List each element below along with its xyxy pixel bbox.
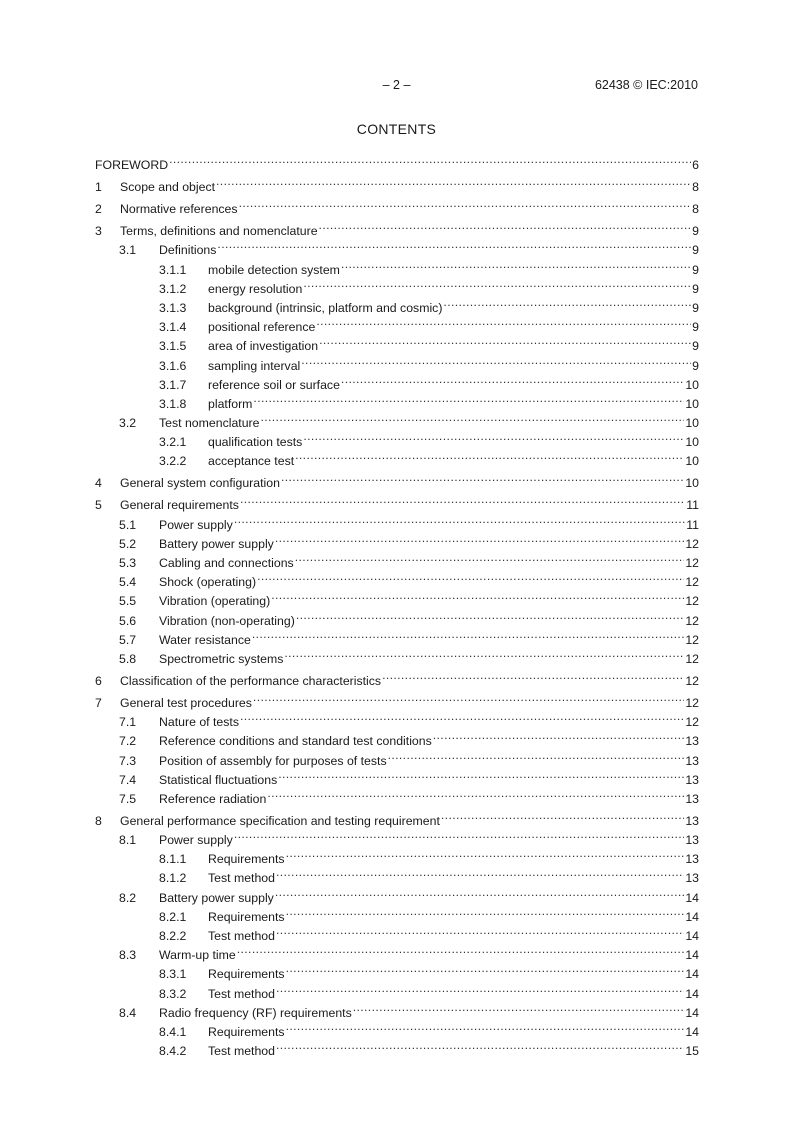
toc-entry-number: 3.2.1 [159, 435, 187, 450]
toc-entry-page: 10 [685, 476, 699, 491]
toc-entry-title: General requirements [120, 498, 239, 513]
dot-leader [276, 1036, 684, 1055]
toc-entry-number: 1 [95, 180, 102, 195]
toc-entry-page: 12 [685, 575, 699, 590]
toc-entry-page: 9 [692, 262, 699, 277]
toc-entry-page: 13 [685, 871, 699, 886]
toc-entry[interactable] [95, 169, 699, 195]
toc-entry-number: 3.1 [119, 243, 137, 258]
toc-entry-number: 3.1.2 [159, 281, 187, 296]
dot-leader [239, 191, 692, 213]
dot-leader [257, 567, 684, 586]
toc-entry-title: Shock (operating) [159, 575, 257, 590]
toc-entry-page: 10 [685, 454, 699, 469]
toc-entry-page: 8 [692, 180, 699, 195]
dot-leader [252, 625, 685, 644]
toc-entry-number: 7 [95, 695, 102, 710]
dot-leader [341, 370, 684, 389]
toc-entry-number: 5.5 [119, 594, 137, 609]
dot-leader [234, 509, 685, 528]
toc-entry-number: 8.3.1 [159, 967, 187, 982]
dot-leader [286, 959, 685, 978]
toc-entry-number: 7.2 [119, 734, 137, 749]
toc-entry-title: Cabling and connections [159, 556, 294, 570]
toc-entry-title: sampling interval [208, 358, 301, 373]
toc-entry-title: Terms, definitions and nomenclature [120, 224, 318, 239]
toc-entry-title: mobile detection system [208, 262, 340, 277]
toc-entry-number: 5.6 [119, 613, 137, 628]
toc-entry-title: Vibration (operating) [159, 594, 271, 609]
dot-leader [271, 586, 684, 605]
dot-leader [234, 825, 684, 844]
toc-entry-number: 3.1.6 [159, 358, 187, 373]
dot-leader [281, 465, 684, 487]
dot-leader [301, 350, 691, 369]
dot-leader [303, 274, 691, 293]
toc-entry-page: 12 [685, 632, 699, 647]
dot-leader [319, 213, 692, 235]
toc-entry-number: 5.4 [119, 575, 137, 590]
toc-entry-page: 10 [685, 435, 699, 450]
toc-entry-page: 10 [685, 416, 699, 431]
toc-entry-page: 12 [685, 651, 699, 666]
dot-leader [441, 803, 684, 825]
table-of-contents [95, 150, 699, 1059]
toc-entry-title: FOREWORD [95, 158, 169, 173]
toc-entry-title: energy resolution [208, 281, 303, 296]
toc-entry-page: 13 [685, 852, 699, 867]
toc-entry-page: 14 [685, 986, 699, 1001]
toc-entry-number: 8.1.2 [159, 871, 187, 886]
toc-entry-page: 12 [685, 695, 699, 710]
toc-entry-title: Scope and object [120, 180, 216, 195]
toc-entry-title: Water resistance [159, 632, 251, 647]
toc-entry-number: 8.3.2 [159, 986, 187, 1001]
toc-entry-page: 9 [692, 281, 699, 296]
dot-leader [388, 745, 685, 764]
toc-entry-title: Classification of the performance characteristics [120, 673, 382, 688]
toc-entry-number: 4 [95, 476, 102, 491]
toc-entry-number: 8.4.2 [159, 1044, 187, 1059]
dot-leader [286, 1017, 685, 1036]
toc-entry-title: Warm-up time [159, 948, 236, 963]
dot-leader [240, 707, 684, 726]
toc-entry-title: Nature of tests [159, 715, 239, 730]
toc-entry-title: Spectrometric systems [159, 651, 284, 666]
toc-entry-number: 3.1.4 [159, 320, 187, 335]
dot-leader [237, 940, 685, 959]
toc-entry-number: 7.3 [119, 753, 137, 768]
dot-leader [353, 998, 685, 1017]
toc-entry-page: 15 [685, 1044, 699, 1059]
toc-entry-number: 8.3 [119, 948, 137, 963]
toc-entry-page: 11 [686, 498, 699, 513]
toc-entry-number: 3.2.2 [159, 454, 187, 469]
toc-entry-number: 8.4 [119, 1005, 137, 1020]
toc-entry-title: Test method [208, 986, 275, 1001]
dot-leader [276, 863, 684, 882]
toc-entry-number: 3.1.7 [159, 377, 187, 392]
toc-entry-number: 5.3 [119, 556, 137, 570]
toc-entry-page: 13 [685, 791, 699, 806]
dot-leader [217, 235, 691, 254]
toc-entry-title: Test nomenclature [159, 416, 260, 431]
toc-entry-page: 10 [685, 377, 699, 392]
dot-leader [253, 685, 684, 707]
toc-entry-title: Requirements [208, 1024, 285, 1039]
toc-entry-number: 8.4.1 [159, 1024, 187, 1039]
dot-leader [169, 150, 691, 169]
toc-entry-page: 9 [692, 339, 699, 354]
page-number: – 2 – [382, 78, 411, 92]
dot-leader [278, 765, 684, 784]
toc-entry-number: 3.1.5 [159, 339, 187, 354]
dot-leader [319, 331, 691, 350]
toc-entry-number: 8.2.2 [159, 929, 187, 943]
toc-entry-title: Test method [208, 929, 275, 943]
dot-leader [267, 784, 684, 803]
toc-entry-page: 13 [685, 833, 699, 848]
toc-entry-number: 7.4 [119, 772, 137, 787]
toc-entry-page: 13 [685, 772, 699, 787]
toc-entry-number: 7.5 [119, 791, 137, 806]
dot-leader [296, 605, 685, 624]
toc-entry-number: 5.8 [119, 651, 137, 666]
toc-entry-title: Position of assembly for purposes of tests [159, 753, 387, 768]
toc-entry-page: 9 [692, 358, 699, 373]
toc-entry-number: 3.1.8 [159, 396, 187, 411]
toc-entry-title: qualification tests [208, 435, 303, 450]
toc-entry-number: 3.1.1 [159, 262, 187, 277]
toc-entry-number: 8.2.1 [159, 909, 187, 924]
document-reference: 62438 © IEC:2010 [594, 78, 698, 92]
toc-entry-page: 12 [685, 673, 699, 688]
dot-leader [275, 529, 684, 548]
toc-entry-page: 14 [685, 1024, 699, 1039]
dot-leader [295, 548, 685, 567]
toc-entry-title: background (intrinsic, platform and cosmic) [208, 300, 443, 315]
toc-entry-number: 8 [95, 813, 102, 828]
dot-leader [341, 254, 691, 273]
toc-entry-number: 3 [95, 224, 102, 239]
toc-entry-title: Battery power supply [159, 890, 274, 905]
toc-entry-page: 13 [685, 734, 699, 749]
toc-entry-title: Radio frequency (RF) requirements [159, 1005, 352, 1020]
toc-entry-page: 10 [685, 396, 699, 411]
toc-entry-page: 9 [692, 224, 699, 239]
toc-entry-number: 2 [95, 202, 102, 217]
dot-leader [276, 978, 684, 997]
toc-entry-title: Power supply [159, 517, 233, 532]
toc-entry-page: 14 [685, 967, 699, 982]
toc-entry-title: Test method [208, 871, 275, 886]
toc-entry-number: 8.1 [119, 833, 137, 848]
toc-entry-title: Vibration (non-operating) [159, 613, 295, 628]
dot-leader [284, 644, 684, 663]
toc-entry-number: 5.2 [119, 536, 137, 551]
toc-entry-number: 7.1 [119, 715, 137, 730]
dot-leader [260, 408, 684, 427]
toc-entry-page: 13 [685, 753, 699, 768]
toc-entry-page: 14 [685, 909, 699, 924]
dot-leader [303, 427, 684, 446]
dot-leader [382, 663, 684, 685]
toc-entry-number: 8.1.1 [159, 852, 187, 867]
toc-entry-page: 8 [692, 202, 699, 217]
toc-entry-page: 12 [685, 594, 699, 609]
toc-entry-title: reference soil or surface [208, 377, 340, 392]
dot-leader [216, 169, 691, 191]
toc-entry-title: Requirements [208, 909, 285, 924]
dot-leader [286, 902, 685, 921]
toc-entry-title: Requirements [208, 852, 285, 867]
toc-entry[interactable] [95, 150, 699, 173]
toc-entry-title: Definitions [159, 243, 217, 258]
toc-entry-title: area of investigation [208, 339, 319, 354]
toc-entry-number: 6 [95, 673, 102, 688]
toc-entry-page: 14 [685, 1005, 699, 1020]
toc-entry-page: 9 [692, 243, 699, 258]
toc-entry-page: 14 [685, 929, 699, 943]
toc-entry-title: General performance specification and testing requirement [120, 813, 440, 828]
dot-leader [443, 293, 691, 312]
toc-entry-title: acceptance test [208, 454, 295, 469]
dot-leader [275, 882, 684, 901]
toc-entry-title: Requirements [208, 967, 285, 982]
dot-leader [276, 921, 684, 940]
toc-entry-page: 12 [685, 715, 699, 730]
toc-entry-title: platform [208, 396, 253, 411]
dot-leader [295, 446, 684, 465]
toc-entry-number: 5.7 [119, 632, 137, 647]
toc-entry-title: Test method [208, 1044, 275, 1059]
toc-entry-title: General system configuration [120, 476, 280, 491]
page-title: CONTENTS [356, 121, 437, 137]
toc-entry-number: 8.2 [119, 890, 137, 905]
toc-entry-number: 3.2 [119, 416, 137, 431]
toc-entry-title: Power supply [159, 833, 233, 848]
toc-entry-number: 3.1.3 [159, 300, 187, 315]
toc-entry-title: positional reference [208, 320, 316, 335]
toc-entry-title: Statistical fluctuations [159, 772, 278, 787]
toc-entry-page: 12 [685, 613, 699, 628]
toc-entry-title: Normative references [120, 202, 238, 217]
toc-entry-number: 5 [95, 498, 102, 513]
toc-entry-page: 11 [686, 517, 699, 532]
toc-entry-page: 12 [685, 536, 699, 551]
toc-entry-page: 9 [692, 320, 699, 335]
toc-entry-page: 14 [685, 890, 699, 905]
toc-entry-page: 13 [685, 813, 699, 828]
dot-leader [253, 389, 684, 408]
dot-leader [433, 726, 685, 745]
toc-entry-page: 9 [692, 300, 699, 315]
dot-leader [286, 844, 685, 863]
dot-leader [316, 312, 691, 331]
toc-entry-page: 14 [685, 948, 699, 963]
toc-entry-title: Reference conditions and standard test conditions [159, 734, 432, 749]
toc-entry-page: 6 [692, 158, 699, 173]
toc-entry-title: Reference radiation [159, 791, 267, 806]
toc-entry-title: General test procedures [120, 695, 252, 710]
toc-entry-title: Battery power supply [159, 536, 274, 551]
toc-entry-page: 12 [685, 556, 699, 570]
dot-leader [240, 487, 685, 509]
toc-entry-number: 5.1 [119, 517, 137, 532]
